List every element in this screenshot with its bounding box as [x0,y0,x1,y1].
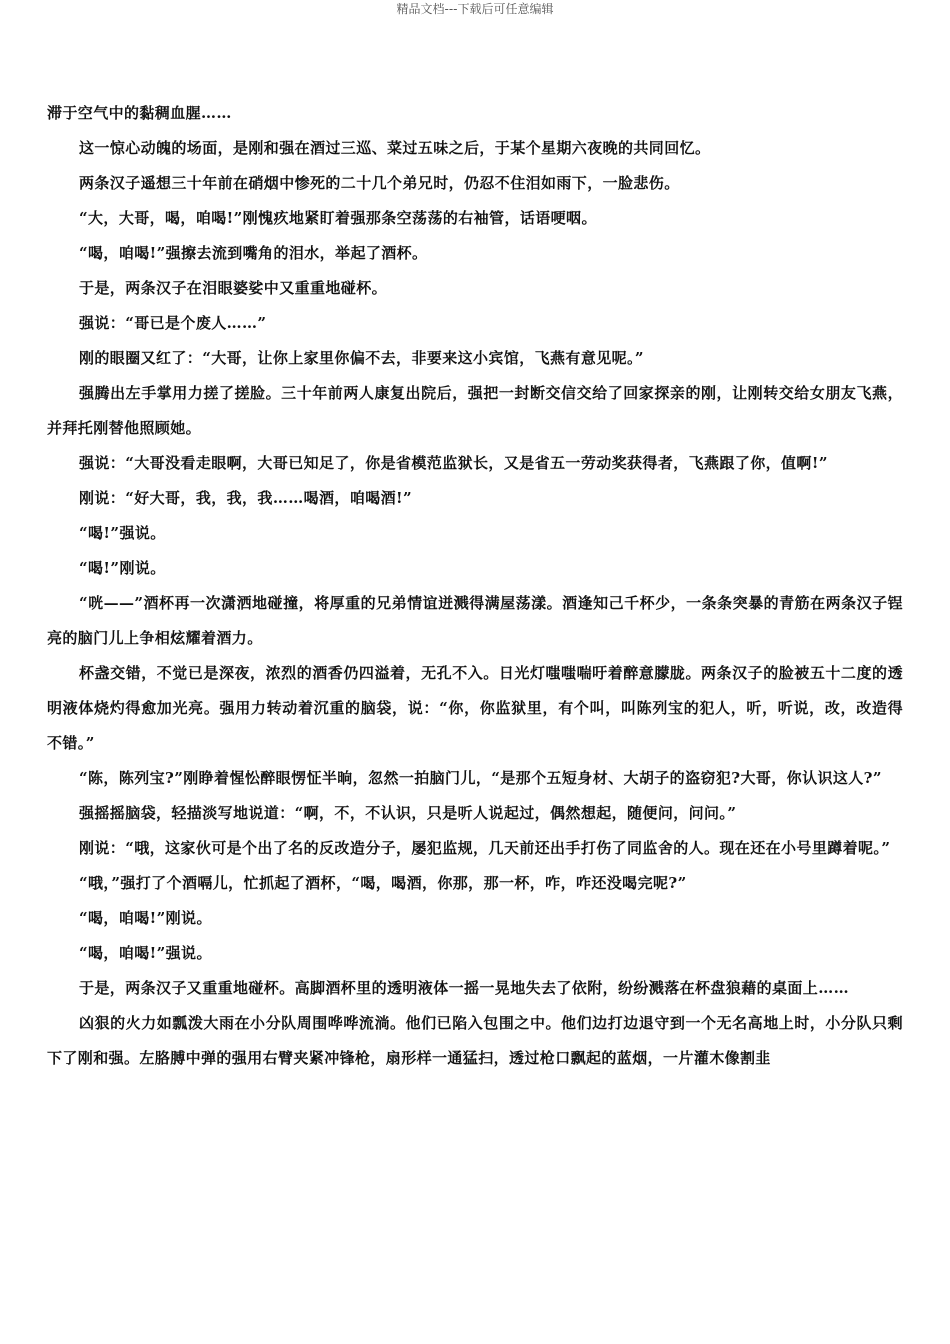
paragraph: “大，大哥，喝，咱喝!”刚愧疚地紧盯着强那条空荡荡的右袖管，话语哽咽。 [79,209,597,227]
paragraph: “喝!”刚说。 [79,559,166,577]
paragraph: “陈，陈列宝?”刚睁着惺忪醉眼愣怔半晌，忽然一拍脑门儿，“是那个五短身材、大胡子的盗窃犯?大哥，你认识这人?” [79,769,882,787]
page-header-watermark: 精品文档---下载后可任意编辑 [396,2,554,16]
paragraph: 刚说：“哦，这家伙可是个出了名的反改造分子，屡犯监规，几天前还出手打伤了同监舍的人。现在还在小号里蹲着呢。” [79,839,891,857]
paragraph: 强说：“哥已是个废人……” [79,314,267,332]
paragraph: “喝，咱喝!”刚说。 [79,909,212,927]
paragraph: 强腾出左手掌用力搓了搓脸。三十年前两人康复出院后，强把一封断交信交给了回家探亲的刚，让刚转交给女朋友飞燕，并拜托刚替他照顾她。 [47,384,903,437]
paragraph: 刚说：“好大哥，我，我，我……喝酒，咱喝酒!” [79,489,413,507]
paragraph: 强说：“大哥没看走眼啊，大哥已知足了，你是省模范监狱长，又是省五一劳动奖获得者，飞燕跟了你，值啊!” [79,454,828,472]
paragraph: 凶狠的火力如瓢泼大雨在小分队周围哗哗流淌。他们已陷入包围之中。他们边打边退守到一个无名高地上时，小分队只剩下了刚和强。左胳膊中弹的强用右臂夹紧冲锋枪，扇形样一通猛扫，透过枪口飘起的蓝烟，一片灌木像割韭 [47,1014,903,1067]
paragraph: 强摇摇脑袋，轻描淡写地说道：“啊，不，不认识，只是听人说起过，偶然想起，随便问，问问。” [79,804,737,822]
paragraph: “咣——”酒杯再一次潇洒地碰撞，将厚重的兄弟情谊迸溅得满屋荡漾。酒逢知己千杯少，一条条突暴的青筋在两条汉子锃亮的脑门儿上争相炫耀着酒力。 [47,594,903,647]
paragraph: 刚的眼圈又红了：“大哥，让你上家里你偏不去，非要来这小宾馆，飞燕有意见呢。” [79,349,644,367]
document-body [47,96,903,1076]
paragraph: 于是，两条汉子在泪眼婆娑中又重重地碰杯。 [79,279,388,297]
paragraph: 滞于空气中的黏稠血腥…… [47,104,232,122]
paragraph: 杯盏交错，不觉已是深夜，浓烈的酒香仍四溢着，无孔不入。日光灯嗤嗤喘吁着醉意朦胧。两条汉子的脸被五十二度的透明液体烧灼得愈加光亮。强用力转动着沉重的脑袋，说：“你，你监狱里，有个叫，叫陈列宝的犯人，听，听说，改，改造得不错。” [47,664,903,752]
paragraph: 这一惊心动魄的场面，是刚和强在酒过三巡、菜过五味之后，于某个星期六夜晚的共同回忆。 [79,139,711,157]
paragraph: 两条汉子遥想三十年前在硝烟中惨死的二十几个弟兄时，仍忍不住泪如雨下，一脸悲伤。 [79,174,680,192]
paragraph: “喝，咱喝!”强说。 [79,944,212,962]
paragraph: “喝，咱喝!”强擦去流到嘴角的泪水，举起了酒杯。 [79,244,428,262]
paragraph: “喝!”强说。 [79,524,166,542]
paragraph: “哦，”强打了个酒嗝儿，忙抓起了酒杯，“喝，喝酒，你那，那一杯，咋，咋还没喝完呢?” [79,874,687,892]
paragraph: 于是，两条汉子又重重地碰杯。高脚酒杯里的透明液体一摇一晃地失去了依附，纷纷溅落在杯盘狼藉的桌面上…… [79,979,850,997]
